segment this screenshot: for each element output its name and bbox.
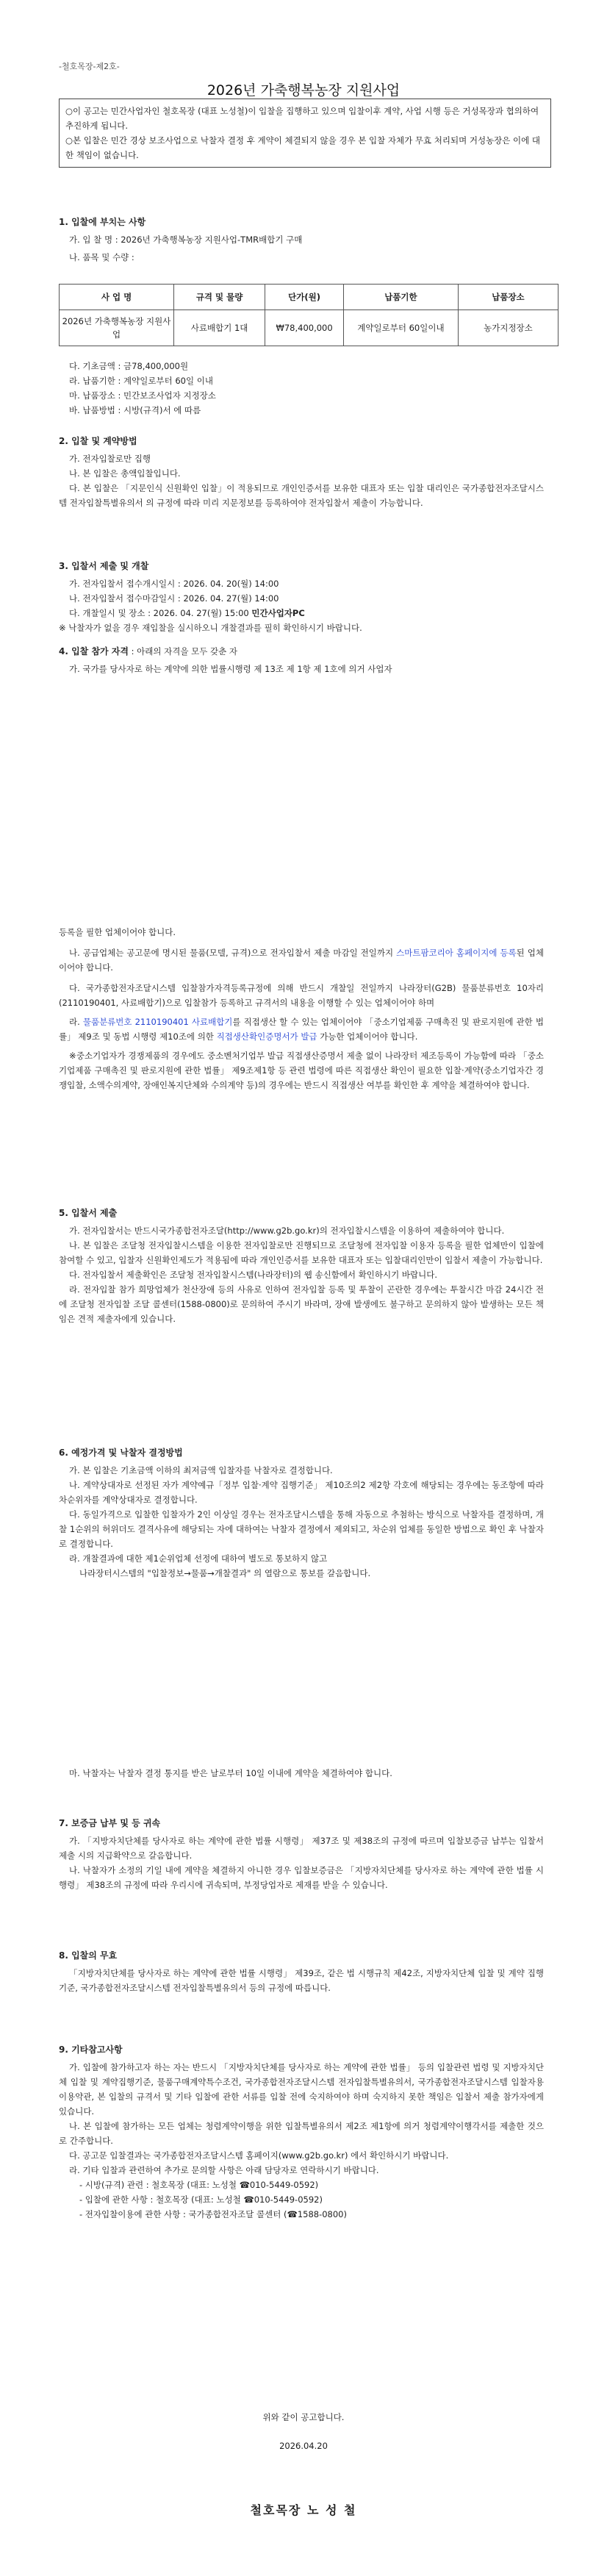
section-4-line: 등록을 필한 업체이어야 합니다.	[59, 927, 176, 937]
section-6	[59, 1445, 544, 1581]
section-4-title-tail: : 아래의 자격을 모두 갖춘 자	[129, 646, 238, 656]
section-4	[59, 644, 544, 676]
section-3-line: 가. 전자입찰서 접수개시일시 : 2026. 04. 20(월) 14:00	[69, 579, 279, 589]
notice-line-2: ○본 입찰은 민간 경상 보조사업으로 낙찰자 결정 후 계약이 체결되지 않을 경우 본 입찰 자체가 무효 처리되며 거성농장은 이에 대한 책임이 없습니다.	[65, 135, 541, 160]
section-9-line: 가. 입찰에 참가하고자 하는 자는 반드시 「지방자치단체를 당사자로 하는 계약에 관한 법률」 등의 입찰관련 법령 및 지방자치단체 입찰 및 계약집행기준, 물품구매계약특수조건, 국가종합전자조달시스템 전자입찰특별유의서, 국가종합전자조달시스템 입찰자용 이용약관, 본 입찰의 규격서 및 기타 입찰에 관한 서류를 입찰 전에 숙지하여야 하며 숙지하지 못한 책임은 입찰서 제출 참가자에게 있습니다.	[59, 2062, 544, 2117]
direct-production-cert: 직접생산확인증명서가 발급	[216, 1031, 317, 1042]
col-place: 납품장소	[458, 285, 558, 310]
item-class-number: 물품분류번호 2110190401 사료배합기	[82, 1017, 233, 1027]
section-6-line: 나라장터시스템의 "입찰정보→물품→개찰결과" 의 열람으로 통보를 갈음합니다.	[79, 1568, 371, 1578]
section-3-line	[59, 606, 544, 620]
section-2	[59, 434, 544, 510]
cell-place: 농가지정장소	[458, 310, 558, 346]
cell-spec: 사료배합기 1대	[174, 310, 265, 346]
item-quantity-label: 나. 품목 및 수량 :	[69, 252, 134, 262]
section-9-line: 라. 기타 입찰과 관련하여 추가로 문의할 사항은 아래 담당자로 연락하시기 바랍니다.	[69, 2165, 379, 2175]
table-row	[60, 310, 558, 346]
section-4-line: 가. 국가를 당사자로 하는 계약에 의한 법률시행령 제 13조 제 1항 제 1호에 의거 사업자	[69, 664, 392, 674]
section-3-title: 3. 입찰서 제출 및 개찰	[59, 561, 149, 571]
contact-bid: - 입찰에 관한 사항 : 철호목장 (대표: 노성철 ☎010-5449-0592)	[79, 2194, 323, 2205]
delivery-place: 마. 납품장소 : 민간보조사업자 지정장소	[69, 390, 216, 401]
bid-name: 가. 입 찰 명 : 2026년 가축행복농장 지원사업-TMR배합기 구매	[69, 235, 303, 245]
opening-place: 민간사업자PC	[251, 608, 305, 618]
smartfarm-registration: 스마트팜코리아 홈페이지에 등록	[396, 948, 517, 958]
section-4-continued	[59, 925, 544, 1092]
section-3-line: 나. 전자입찰서 접수마감일시 : 2026. 04. 27(월) 14:00	[69, 593, 279, 604]
spec-table	[59, 284, 558, 346]
closing-text: 위와 같이 공고합니다.	[262, 2412, 345, 2422]
section-3	[59, 559, 544, 635]
signer-name: 철호목장 노 성 철	[250, 2503, 357, 2517]
section-8-title: 8. 입찰의 무효	[59, 1950, 118, 1961]
col-price: 단가(원)	[265, 285, 344, 310]
section-5	[59, 1206, 544, 1326]
col-project: 사 업 명	[60, 285, 174, 310]
section-6-line: 나. 계약상대자로 선정된 자가 계약예규「정부 입찰·계약 집행기준」 제10조의2 제2항 각호에 해당되는 경우에는 동조항에 따라 차순위자를 계약상대자로 결정합니다.	[59, 1480, 544, 1505]
delivery-deadline: 라. 납품기한 : 계약일로부터 60일 이내	[69, 376, 213, 386]
cell-deadline: 계약일로부터 60일이내	[343, 310, 458, 346]
announcement-date: 2026.04.20	[279, 2441, 328, 2451]
section-4-note: ※중소기업자가 경쟁제품의 경우에도 중소벤처기업부 발급 직접생산증명서 제출 없이 나라장터 제조등록이 가능함에 따라 「중소기업제품 구매촉진 및 판로지원에 관한 법률」 제9조제1항 등 관련 법령에 따른 직접생산 확인이 필요한 입찰·계약(중소기업자간 경쟁입찰, 소액수의계약, 장애인복지단체와 수의계약 등)의 경우에는 반드시 직접생산 여부를 확인한 후 계약을 체결하여야 합니다.	[59, 1051, 544, 1090]
opening-datetime: 다. 개찰일시 및 장소 : 2026. 04. 27(월) 15:00	[69, 608, 252, 618]
section-4-line: 다. 국가종합전자조달시스템 입찰참가자격등록규정에 의해 반드시 개찰일 전일까지 나라장터(G2B) 물품분류번호 10자리(2110190401, 사료배합기)으로 입찰참가 등록하고 규격서의 내용을 이행할 수 있는 업체이어야 하며	[59, 983, 544, 1008]
section-5-title: 5. 입찰서 제출	[59, 1208, 118, 1218]
notice-box	[59, 99, 551, 168]
section-8	[59, 1948, 544, 1995]
section-7-line: 가. 「지방자치단체를 당사자로 하는 계약에 관한 법률 시행령」 제37조 및 제38조의 규정에 따르며 입찰보증금 납부는 입찰서 제출 시의 지급확약으로 갈음합니다.	[59, 1836, 544, 1861]
section-4-title: 4. 입찰 참가 자격	[59, 646, 129, 656]
cell-project: 2026년 가축행복농장 지원사업	[60, 310, 174, 346]
section-6-line: 라. 개찰결과에 대한 제1순위업체 선정에 대하여 별도로 통보하지 않고	[69, 1553, 328, 1564]
col-spec: 규격 및 물량	[174, 285, 265, 310]
section-1	[59, 215, 544, 265]
section-5-line: 가. 전자입찰서는 반드시국가종합전자조달(http://www.g2b.go.kr)의 전자입찰시스템을 이용하여 제출하여야 합니다.	[69, 1226, 505, 1236]
contact-spec: - 시방(규격) 관련 : 철호목장 (대표: 노성철 ☎010-5449-0592)	[79, 2180, 319, 2190]
section-9-line: 다. 공고문 입찰결과는 국가종합전자조달시스템 홈페이지(www.g2b.go.kr) 에서 확인하시기 바랍니다.	[69, 2150, 449, 2161]
col-deadline: 납품기한	[343, 285, 458, 310]
section-5-line: 다. 전자입찰서 제출확인은 조달청 전자입찰시스템(나라장터)의 웹 송신함에서 확인하시기 바랍니다.	[69, 1270, 437, 1280]
section-6-line: 가. 본 입찰은 기초금액 이하의 최저금액 입찰자를 낙찰자로 결정합니다.	[69, 1465, 333, 1475]
section-6-title: 6. 예정가격 및 낙찰자 결정방법	[59, 1448, 183, 1458]
contact-callcenter: - 전자입찰이용에 관한 사항 : 국가종합전자조달 콜센터 (☎1588-0800)	[79, 2209, 347, 2219]
section-7	[59, 1816, 544, 1892]
document-number: -철호목장-제2호-	[59, 62, 120, 71]
section-1-title: 1. 입찰에 부치는 사항	[59, 217, 146, 227]
section-7-line: 나. 낙찰자가 소정의 기일 내에 계약을 체결하지 아니한 경우 입찰보증금은 「지방자치단체를 당사자로 하는 계약에 관한 법률 시행령」 제38조의 규정에 따라 우리시에 귀속되며, 부정당업자로 제재를 받을 수 있습니다.	[59, 1865, 544, 1890]
section-9-title: 9. 기타참고사항	[59, 2044, 123, 2055]
section-2-line: 가. 전자입찰로만 집행	[69, 454, 151, 464]
section-4-line-na: 나. 공급업체는 공고문에 명시된 물품(모델, 규격)으로 전자입찰서 제출 마감일 전일까지 스마트팜코리아 홈페이지에 등록된 업체이어야 합니다.	[59, 948, 544, 973]
section-8-line: 「지방자치단체를 당사자로 하는 계약에 관한 법률 시행령」 제39조, 같은 법 시행규칙 제42조, 지방자치단체 입찰 및 계약 집행기준, 국가종합전자조달시스템 전자입찰특별유의서 등의 규정에 따릅니다.	[59, 1968, 544, 1993]
section-1-details	[59, 359, 544, 418]
spec-table-header	[60, 285, 558, 310]
section-5-line: 나. 본 입찰은 조달청 전자입찰시스템을 이용한 전자입찰로만 진행되므로 조달청에 전자입찰 이용자 등록을 필한 업체만이 입찰에 참여할 수 있고, 입찰자 신원확인제도가 적용됨에 따라 개인인증서를 보유한 대표자 또는 입찰대리인만이 입찰서 제출이 가능합니다.	[59, 1240, 544, 1265]
base-amount: 다. 기초금액 : 금78,400,000원	[69, 361, 189, 371]
section-9	[59, 2042, 544, 2222]
section-7-title: 7. 보증금 납부 및 등 귀속	[59, 1818, 161, 1828]
notice-line-1: ○이 공고는 민간사업자인 철호목장 (대표 노성철)이 입찰을 집행하고 있으며 입찰이후 계약, 사업 시행 등은 거성목장과 협의하여 추진하게 됩니다.	[65, 106, 539, 131]
section-6-line: 다. 동일가격으로 입찰한 입찰자가 2인 이상일 경우는 전자조달시스템을 통해 자동으로 추첨하는 방식으로 낙찰자를 결정하며, 개찰 1순위의 허위더도 결격사유에 해당되는 자에 대하여는 낙찰자 결정에서 제외되고, 차순위 업체를 동일한 방법으로 확인 후 낙찰자로 결정합니다.	[59, 1509, 544, 1549]
section-2-title: 2. 입찰 및 계약방법	[59, 436, 137, 446]
document-title: 2026년 가축행복농장 지원사업	[206, 82, 401, 99]
cell-price: ₩78,400,000	[265, 310, 344, 346]
section-4-line-ra: 라. 물품분류번호 2110190401 사료배합기를 직접생산 할 수 있는 업체이어야 「중소기업제품 구매촉진 및 판로지원에 관한 법률」 제9조 및 동법 시행령 제10조에 의한 직접생산확인증명서가 발급 가능한 업체이어야 합니다.	[59, 1017, 544, 1042]
section-5-line: 라. 전자입찰 참가 희망업체가 천산장애 등의 사유로 인하여 전자입찰 등록 및 투찰이 곤란한 경우에는 투찰시간 마감 24시간 전에 조달청 전자입찰 조달 콜센터(1588-0800)로 문의하여 주시기 바라며, 장애 발생에도 불구하고 문의하지 않아 발생하는 모든 책임은 견적 제출자에게 있습니다.	[59, 1284, 544, 1324]
section-3-note: ※ 낙찰자가 없을 경우 재입찰을 실시하오니 개찰결과를 필히 확인하시기 바랍니다.	[59, 623, 362, 633]
section-2-line: 나. 본 입찰은 총액입찰입니다.	[69, 468, 181, 479]
section-2-line: 다. 본 입찰은 「지문인식 신원확인 입찰」이 적용되므로 개인인증서를 보유한 대표자 또는 입찰 대리인은 국가종합전자조달시스템 전자입찰특별유의서 의 규정에 따라 미리 지문정보를 등록하여야 전자입찰서 제출이 가능합니다.	[59, 483, 544, 508]
section-6-line: 마. 낙찰자는 낙찰자 결정 통지를 받은 날로부터 10일 이내에 계약을 체결하여야 합니다.	[69, 1768, 392, 1778]
delivery-method: 바. 납품방법 : 시방(규격)서 에 따름	[69, 405, 201, 415]
section-6-continued	[59, 1766, 544, 1781]
section-9-line: 나. 본 입찰에 참가하는 모든 업체는 청렴계약이행을 위한 입찰특별유의서 제2조 제1항에 의거 청렴계약이행각서를 제출한 것으로 간주합니다.	[59, 2121, 544, 2146]
